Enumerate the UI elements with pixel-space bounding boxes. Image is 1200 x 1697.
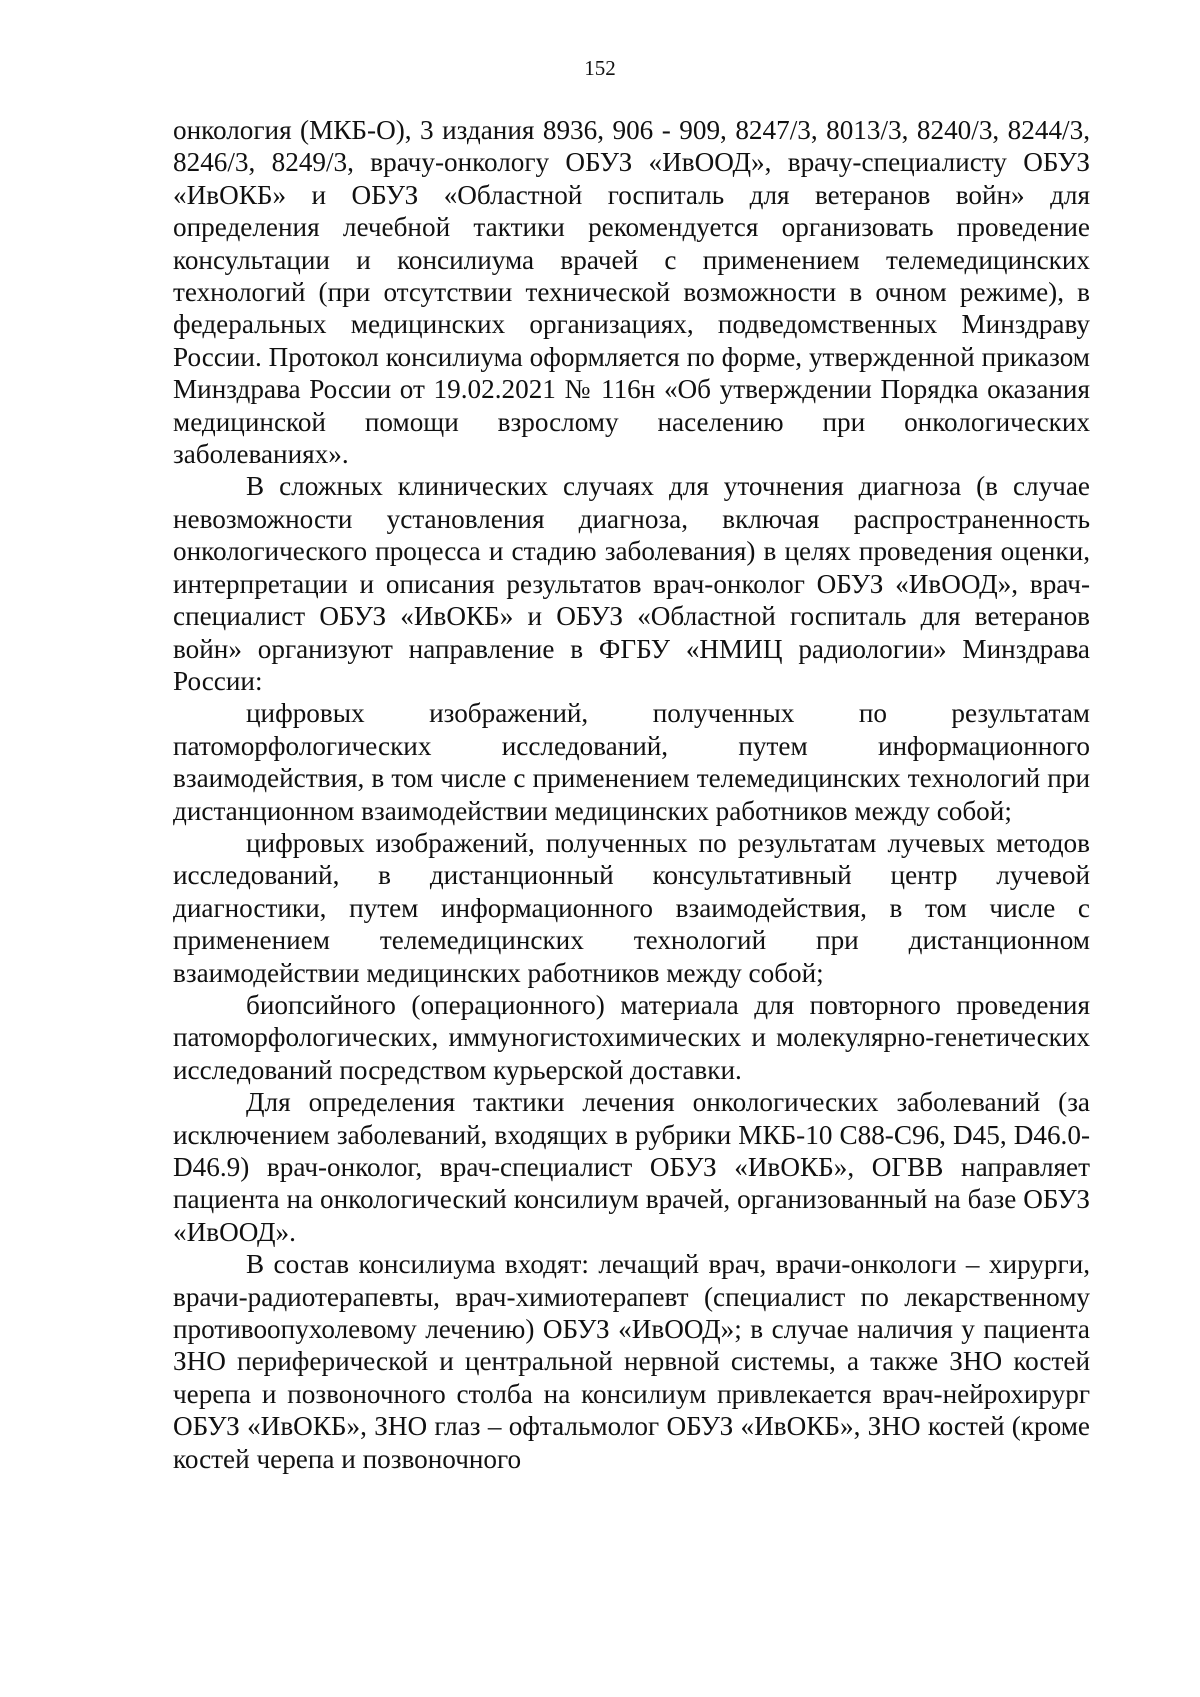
list-item-pathomorphology-images: цифровых изображений, полученных по результатам патоморфологических исследований, путем информационного взаимодействия, в том числе с применением телемедицинских технологий при дистанционном взаимодействии медицинских работников между собой; (173, 698, 1090, 826)
page-number: 152 (584, 56, 616, 80)
list-item-biopsy-material: биопсийного (операционного) материала для повторного проведения патоморфологических, иммуногистохимических и молекулярно-генетических исследований посредством курьерской доставки. (173, 989, 1090, 1085)
paragraph-council-composition: В состав консилиума входят: лечащий врач, врачи-онкологи – хирурги, врачи-радиотерапевты, врач-химиотерапевт (специалист по лекарственному противоопухолевому лечению) ОБУЗ «ИвООД»; в случае наличия у пациента ЗНО периферической и центральной нервной системы, а также ЗНО костей черепа и позвоночного столба на консилиум привлекается врач-нейрохирург ОБУЗ «ИвОКБ», ЗНО глаз – офтальмолог ОБУЗ «ИвОКБ», ЗНО костей (кроме костей черепа и позвоночного (173, 1249, 1090, 1474)
list-item-radiology-images: цифровых изображений, полученных по результатам лучевых методов исследований, в дистанционный консультативный центр лучевой диагностики, путем информационного взаимодействия, в том числе с применением телемедицинских технологий при дистанционном взаимодействии медицинских работников между собой; (173, 827, 1090, 988)
paragraph-continuation: онкология (МКБ-О), 3 издания 8936, 906 - 909, 8247/3, 8013/3, 8240/3, 8244/3, 8246/3, 8249/3, врачу-онкологу ОБУЗ «ИвООД», врачу-специалисту ОБУЗ «ИвОКБ» и ОБУЗ «Областной госпиталь для ветеранов войн» для определения лечебной тактики рекомендуется организовать проведение консультации и консилиума врачей с применением телемедицинских технологий (при отсутствии технической возможности в очном режиме), в федеральных медицинских организациях, подведомственных Минздраву России. Протокол консилиума оформляется по форме, утвержденной приказом Минздрава России от 19.02.2021 № 116н «Об утверждении Порядка оказания медицинской помощи взрослому населению при онкологических заболеваниях». (173, 115, 1090, 470)
paragraph-complex-cases: В сложных клинических случаях для уточнения диагноза (в случае невозможности установления диагноза, включая распространенность онкологического процесса и стадию заболевания) в целях проведения оценки, интерпретации и описания результатов врач-онколог ОБУЗ «ИвООД», врач-специалист ОБУЗ «ИвОКБ» и ОБУЗ «Областной госпиталь для ветеранов войн» организуют направление в ФГБУ «НМИЦ радиологии» Минздрава России: (173, 471, 1090, 696)
paragraph-treatment-tactics: Для определения тактики лечения онкологических заболеваний (за исключением заболеваний, входящих в рубрики МКБ-10 С88-С96, D45, D46.0-D46.9) врач-онколог, врач-специалист ОБУЗ «ИвОКБ», ОГВВ направляет пациента на онкологический консилиум врачей, организованный на базе ОБУЗ «ИвООД». (173, 1087, 1090, 1247)
document-body (173, 114, 1090, 1475)
